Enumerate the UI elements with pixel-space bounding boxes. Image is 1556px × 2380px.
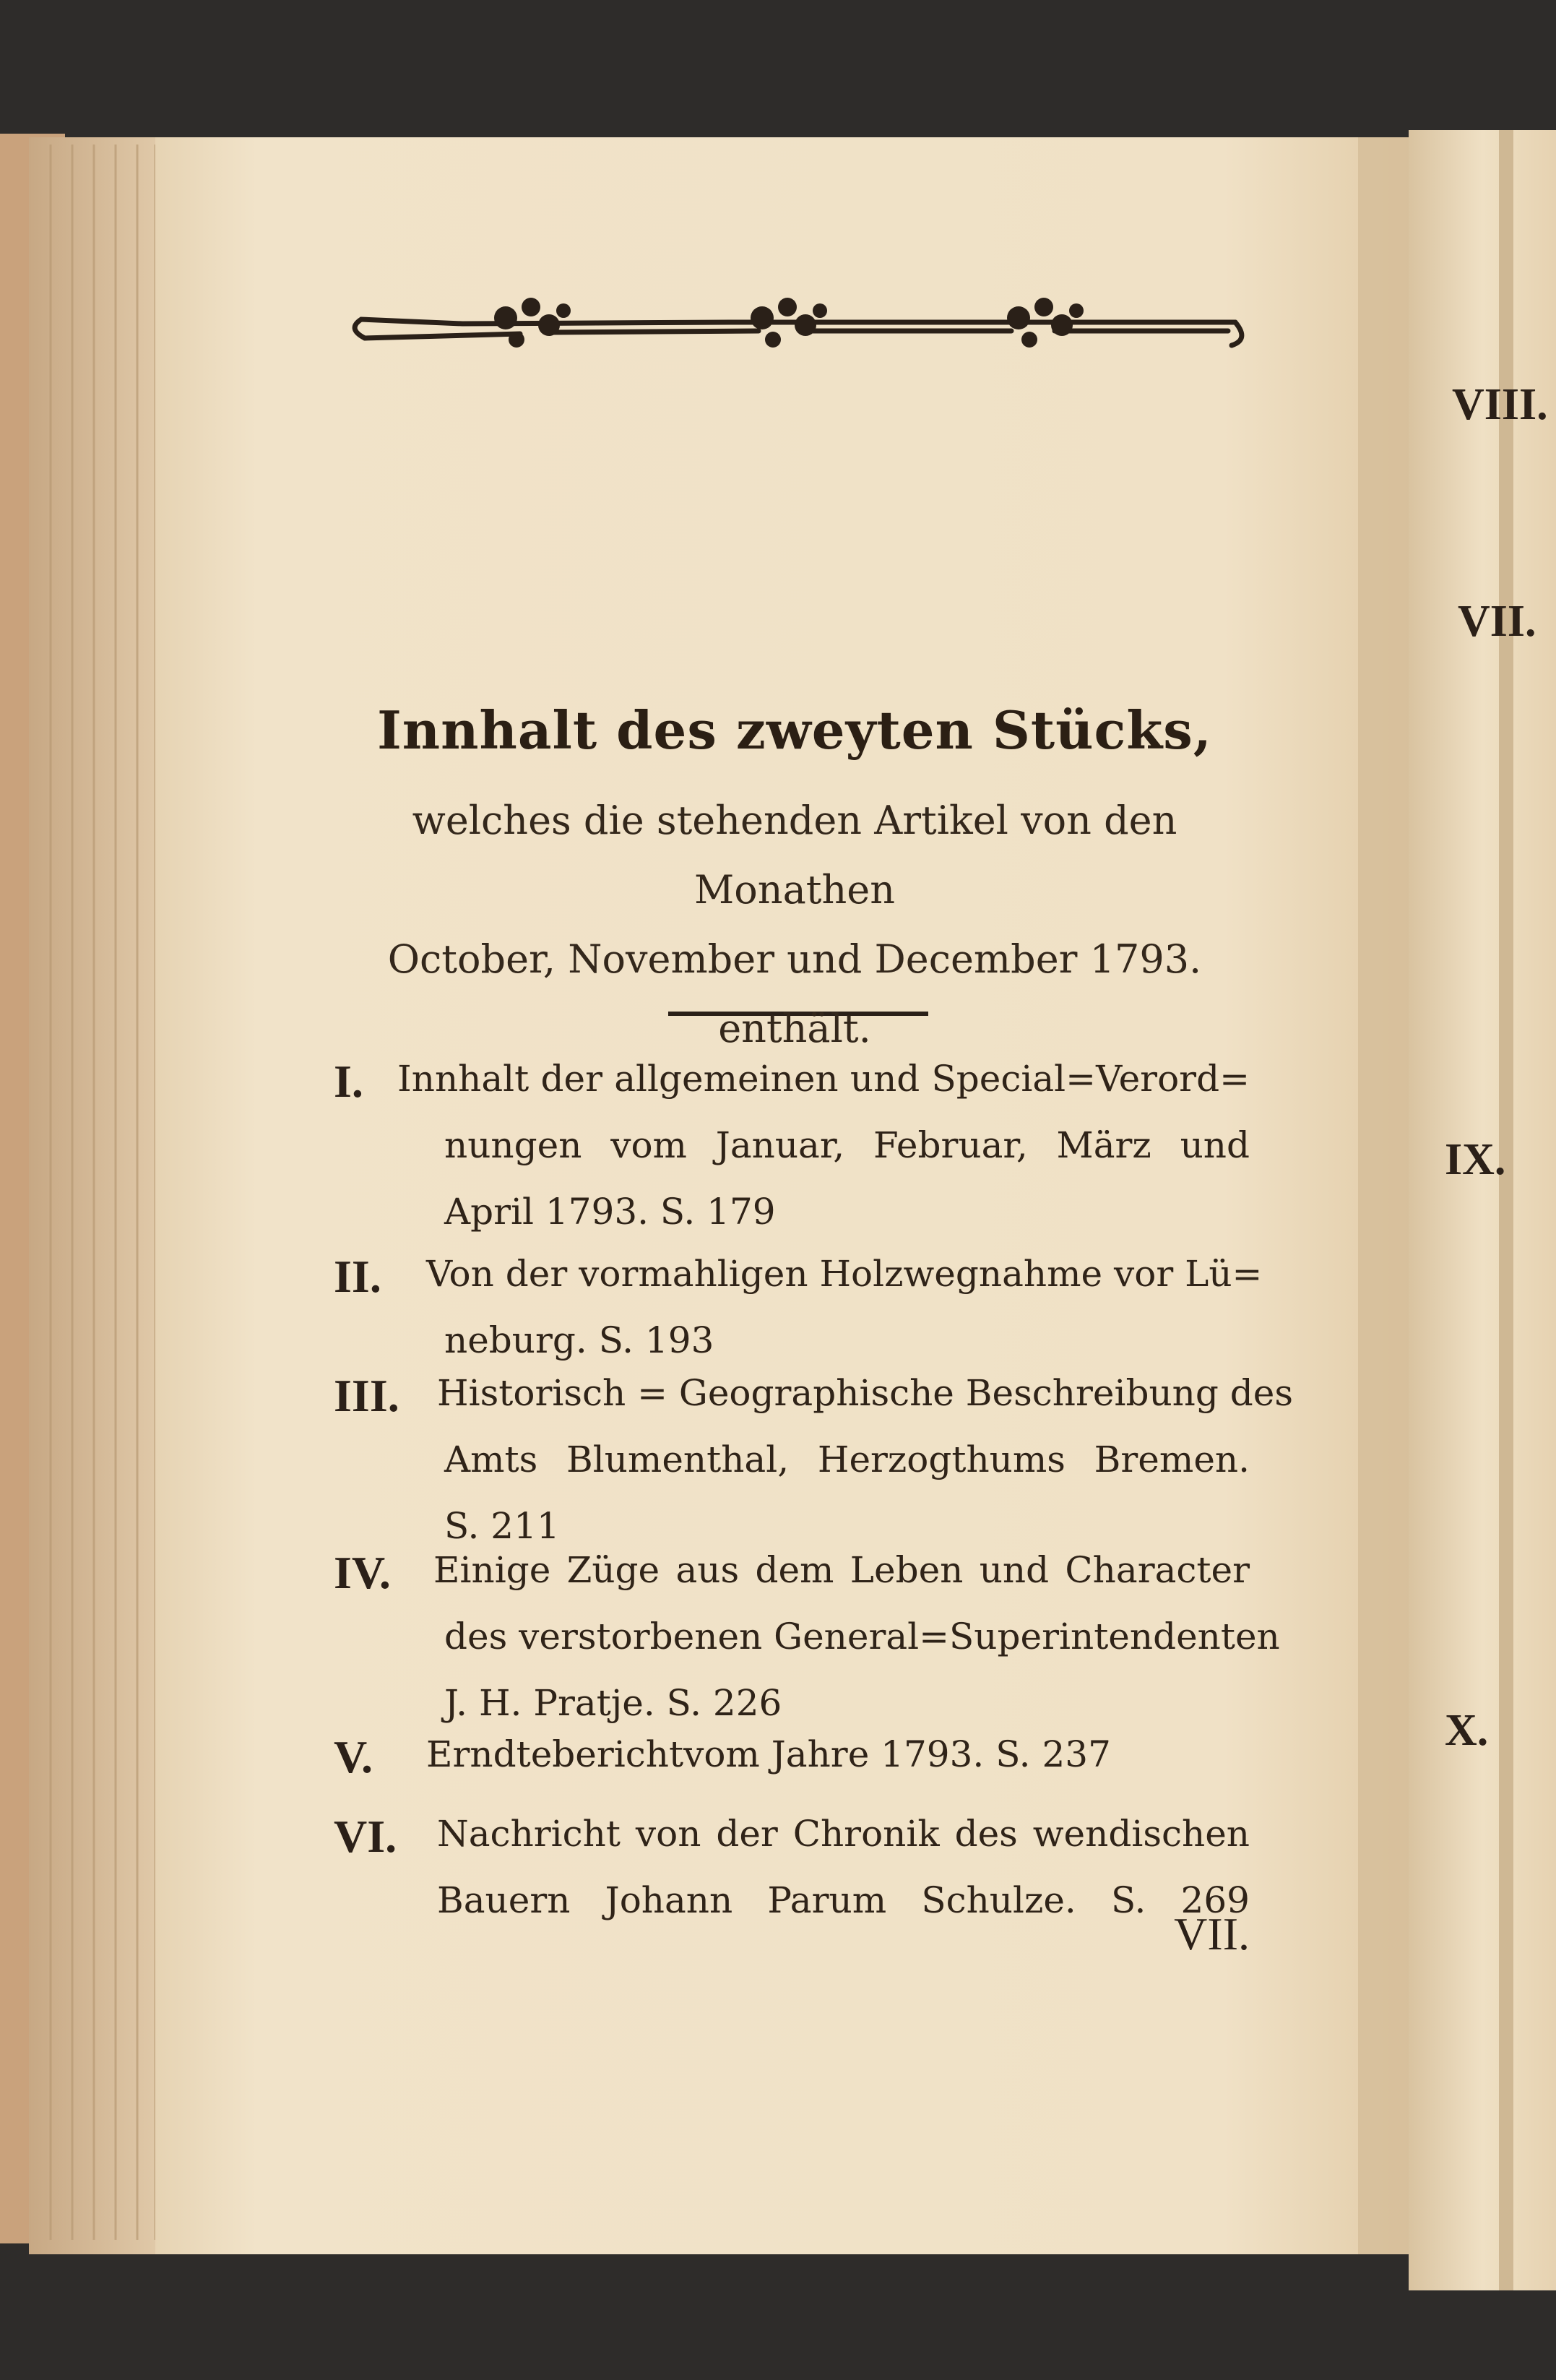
entry-number: IV.	[334, 1547, 391, 1598]
facing-numeral-vii: VII.	[1458, 597, 1536, 646]
entry-line: April 1793. S. 179	[444, 1191, 776, 1233]
facing-page	[1409, 130, 1556, 2290]
subtitle-line: October, November und December 1793.	[387, 936, 1202, 982]
entry-line: Nachricht von der Chronik des wendischen	[437, 1813, 1250, 1855]
entry-line: Historisch = Geographische Beschreibung des	[437, 1372, 1294, 1414]
section-subtitle	[340, 786, 1250, 1064]
entry-line: Einige Züge aus dem Leben und Character	[433, 1549, 1250, 1591]
entry-line: des verstorbenen General=Superintendenten	[444, 1616, 1280, 1657]
entry-number: III.	[334, 1370, 399, 1421]
entry-line: Innhalt der allgemeinen und Special=Verord=	[397, 1058, 1250, 1100]
facing-numeral-viii: VIII.	[1452, 380, 1548, 429]
entry-line: J. H. Pratje. S. 226	[444, 1682, 782, 1724]
entry-number: I.	[334, 1056, 363, 1107]
entry-number: II.	[334, 1251, 381, 1302]
subtitle-line: enthält.	[718, 1006, 871, 1051]
facing-numeral-x: X.	[1445, 1706, 1489, 1755]
catchword: VII.	[1174, 1908, 1250, 1959]
entry-number: VI.	[334, 1811, 397, 1862]
entry-line: Bauern Johann Parum Schulze. S. 269	[437, 1879, 1250, 1921]
entry-line: Amts Blumenthal, Herzogthums Bremen.	[444, 1439, 1250, 1480]
entry-line: Von der vormahligen Holzwegnahme vor Lü=	[426, 1253, 1263, 1295]
entry-line: nungen vom Januar, Februar, März und	[444, 1124, 1250, 1166]
page-content	[334, 0, 1294, 2380]
entry-line: neburg. S. 193	[444, 1319, 714, 1361]
entry-number: V.	[334, 1731, 373, 1782]
section-title: Innhalt des zweyten Stücks,	[377, 699, 1212, 761]
entry-line: Erndteberichtvom Jahre 1793. S. 237	[426, 1733, 1111, 1775]
facing-numeral-ix: IX.	[1445, 1135, 1506, 1184]
subtitle-line: welches die stehenden Artikel von den Monathen	[412, 798, 1177, 913]
entry-line: S. 211	[444, 1505, 560, 1547]
